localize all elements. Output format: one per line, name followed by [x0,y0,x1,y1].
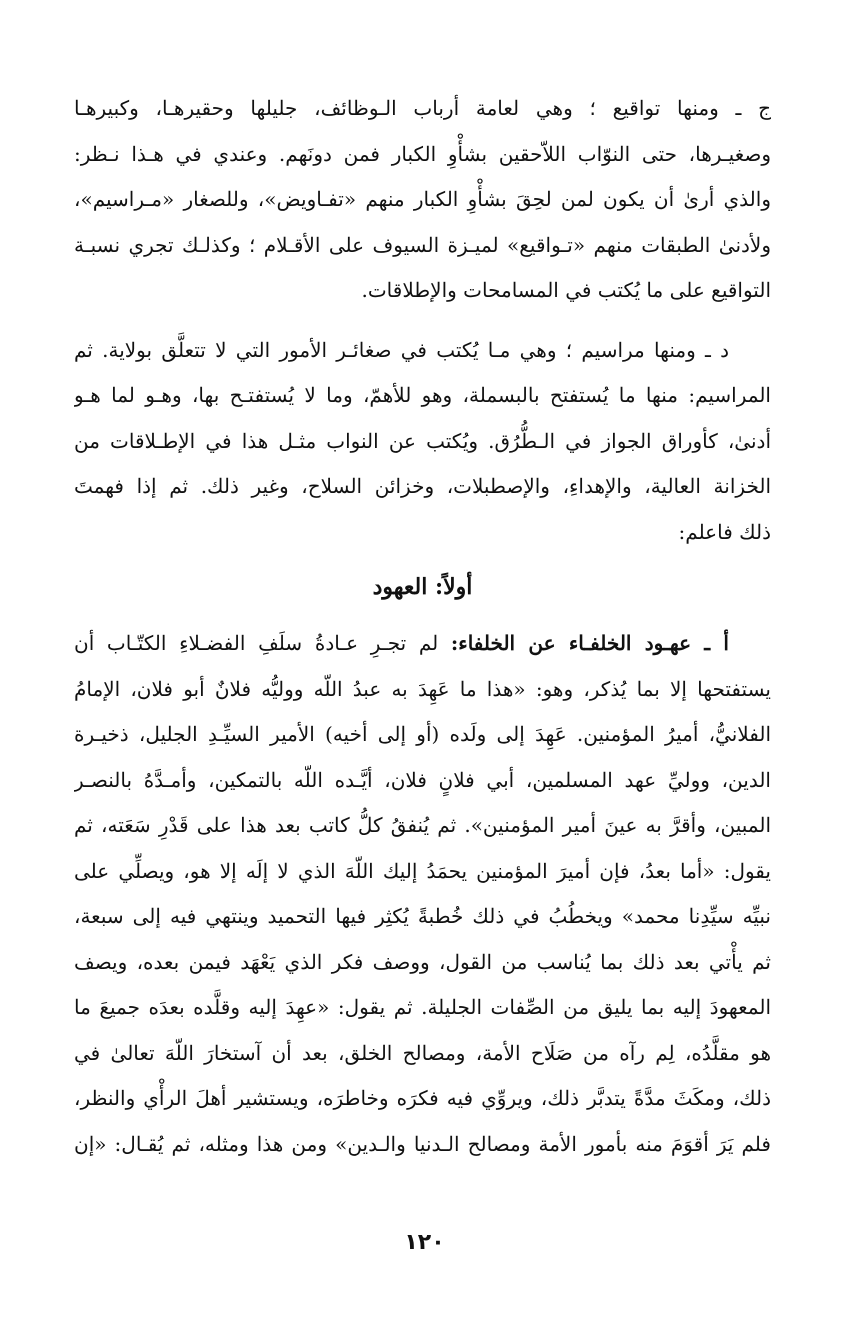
text-line: فلم يَرَ أقوَمَ منه بأمور الأمة ومصالح الـدنيا والـدين» ومن هذا ومثله، ثم يُقـال: «إن [74,1131,771,1156]
text-line: التواقيع على ما يُكتب في المسامحات والإطلاقات. [361,278,771,302]
text-line: هو مقلَّدُه، لِم رآه من صَلَاح الأمة، ومصالح الخلق، بعد أن آستخارَ اللّهَ تعالىٰ في [74,1040,771,1065]
text-line: ج ـ ومنها تواقيع ؛ وهي لعامة أرباب الـوظائف، جليلها وحقيرهـا، وكبيرهـا [74,96,771,120]
paragraph-a [74,621,771,1167]
text-line: أدنىٰ، كأوراق الجواز في الـطُّرُق. ويُكتب عن النواب مثـل هذا في الإطـلاقات من [74,428,771,453]
text-line: المبين، وأقرَّ به عينَ أمير المؤمنين». ثم يُنفقُ كلُّ كاتب بعد هذا على قَدْرِ سَعَته، ثم [74,813,771,837]
text-line-lead [74,621,771,667]
lead-term: أ ـ عهـود الخلفـاء عن الخلفاء: [450,631,729,655]
page-number: ١٢٠ [404,1230,445,1255]
text-line: الدين، ووليِّ عهد المسلمين، أبي فلانٍ فلان، أيَّـده اللّه بالتمكين، وأمـدَّهُ بالنصـر [74,767,771,792]
text-line: د ـ ومنها مراسيم ؛ وهي مـا يُكتب في صغائـر الأمور التي لا تتعلَّق بولاية. ثم [74,337,729,362]
text-line: والذي أرىٰ أن يكون لمن لحِقَ بشأْوِ الكبار منهم «تفـاويض»، وللصغار «مـراسيم»، [74,187,771,211]
text-line: نبيِّه سيِّدِنا محمد» ويخطُبُ في ذلك خُطبةً يُكثِر فيها التحميد وينتهي فيه إلى سبعة، [74,904,771,928]
text-line: ذلك، ومكَثَ مدَّةً يتدبَّر ذلك، ويروِّي فيه فكرَه وخاطرَه، ويستشير أهلَ الرأْي والنظر، [74,1086,771,1110]
text-line: المراسيم: منها ما يُستفتح بالبسملة، وهو للأهمّ، وما لا يُستفتـح بها، وهـو لما هـو [74,383,771,407]
page-body [74,86,771,1167]
text-line: يستفتحها إلا بما يُذكر، وهو: «هذا ما عَهِدَ به عبدُ اللّه ووليُّه فلانٌ أبو فلان، الإمامُ [74,676,771,701]
paragraph-gap [74,314,771,328]
section-heading: أولاً: العهود [372,574,473,600]
text-line: ولأدنىٰ الطبقات منهم «تـواقيع» لميـزة السيوف على الأقـلام ؛ وكذلـك تجري نسبـة [74,232,771,257]
text-line: ذلك فاعلم: [678,519,771,544]
text-line: وصغيـرها، حتى النوّاب اللاّحقين بشأْوِ الكبار فمن دونَهم. وعندي في هـذا نـظر: [74,141,771,166]
text-line: يقول: «أما بعدُ، فإن أميرَ المؤمنين يحمَدُ إليك اللّهَ الذي لا إلَه إلا هو، ويصلِّي على [74,858,771,883]
text-line: الخزانة العالية، والإهداءِ، والإصطبلات، وخزائن السلاح، وغير ذلك. ثم إذا فهمتَ [74,474,771,498]
text-line: المعهودَ إليه بما يليق من الصِّفات الجليلة. ثم يقول: «عهِدَ إليه وقلَّده بعدَه جميعَ ما [74,995,771,1019]
lead-line-rest: لم تجـرِ عـادةُ سلَفِ الفضـلاءِ الكتّـاب أن [74,631,451,655]
paragraph-d [74,328,771,556]
text-line: ثم يأْتي بعد ذلك بما يُناسب من القول، ووصف فكر الذي يَعْهَد فيمن بعده، ويصف [74,949,771,974]
text-line: الفلانيُّ، أميرُ المؤمنين. عَهِدَ إلى ولَده (أو إلى أخيه) الأمير السيِّـدِ الجليل، ذخيـرة [74,722,771,746]
paragraph-c [74,86,771,314]
